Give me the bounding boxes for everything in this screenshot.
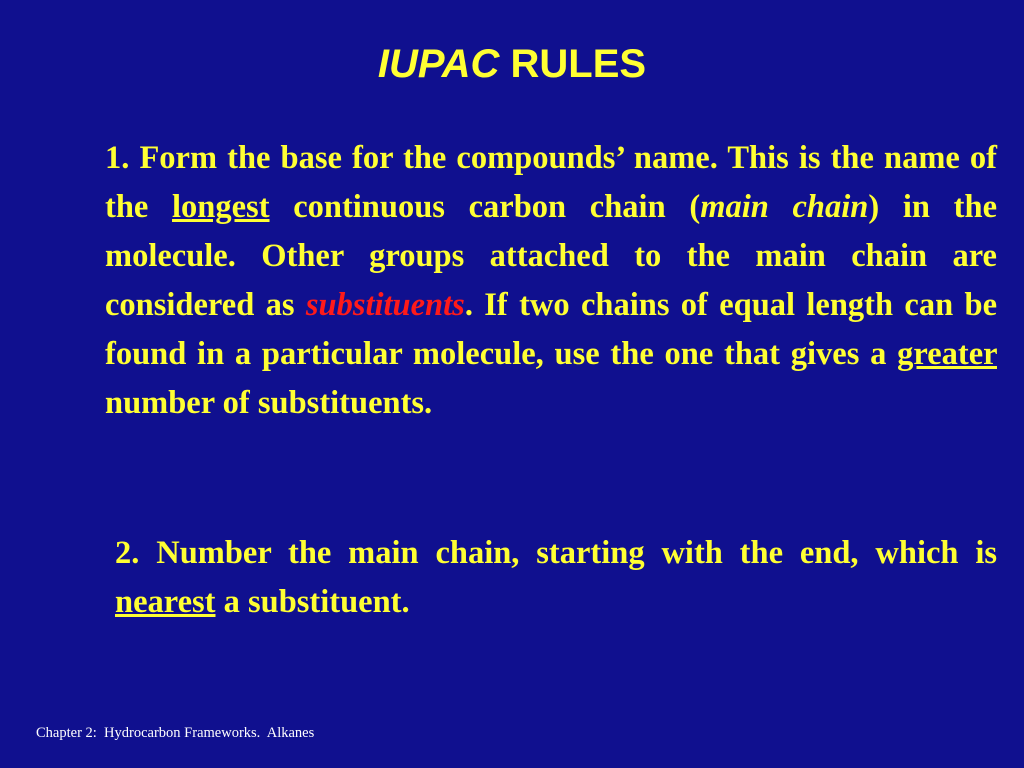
- rule-1-longest: longest: [172, 189, 270, 225]
- rule-1-text-c: ) in the molecule. Other groups attached to the main chain are considered as: [105, 189, 998, 323]
- rule-1-paragraph: [105, 134, 997, 428]
- rule-1-text-b: continuous carbon chain (: [269, 189, 701, 225]
- rule-1-substituents: substituents: [305, 287, 465, 323]
- rule-2-nearest: nearest: [115, 584, 216, 620]
- rule-2-text-b: a substituent.: [215, 584, 410, 620]
- rule-1-greater: greater: [897, 336, 997, 372]
- slide-title: [0, 36, 1024, 92]
- rule-2-paragraph: [115, 529, 997, 627]
- rule-2-text-a: 2. Number the main chain, starting with the end, which is: [115, 535, 997, 571]
- slide-footer: Chapter 2: Hydrocarbon Frameworks. Alkanes: [36, 725, 315, 741]
- rule-1-text-e: number of substituents.: [105, 385, 433, 421]
- rule-1-text-d: . If two chains of equal length can be found in a particular molecule, use the one that gives a: [105, 287, 997, 372]
- title-iupac: IUPAC: [377, 42, 500, 86]
- title-rules: RULES: [499, 42, 647, 86]
- rule-1-main-chain: main chain: [700, 189, 869, 225]
- rule-1-text-a: 1. Form the base for the compounds’ name. This is the name of the: [105, 140, 997, 225]
